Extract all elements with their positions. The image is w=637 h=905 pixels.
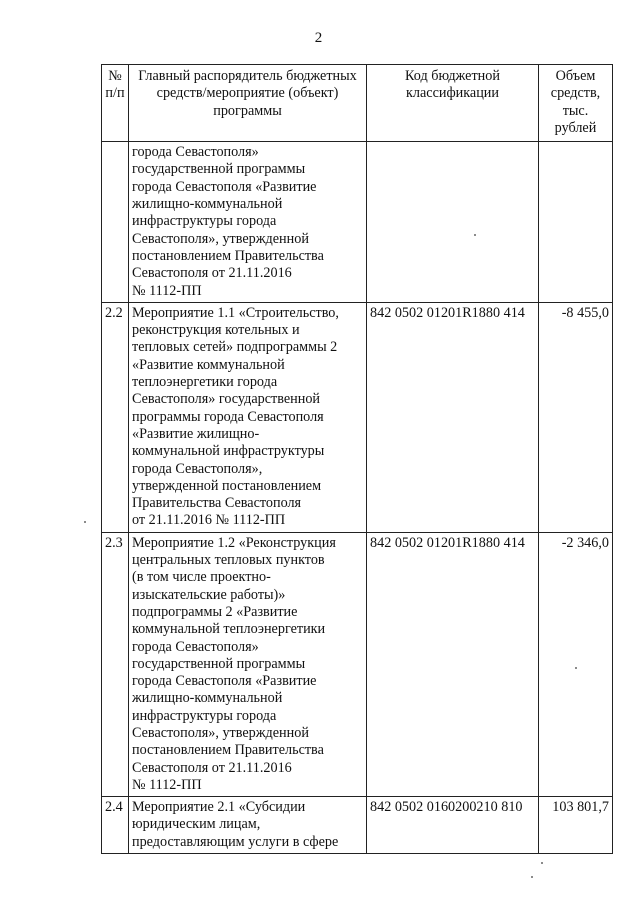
budget-table	[101, 64, 613, 854]
scan-speck	[575, 667, 577, 669]
header-code: Код бюджетной классификации	[367, 65, 539, 142]
scan-speck	[84, 521, 86, 523]
scan-speck	[474, 234, 476, 236]
row-code: 842 0502 0160200210 810	[367, 797, 539, 854]
scan-speck	[541, 862, 543, 864]
row-name: города Севастополя» государственной программы города Севастополя «Развитие жилищно-коммунальной инфраструктуры города Севастополя», утвержденной постановлением Правительства Севастополя от 21.11.2016 № 1112-ПП	[129, 142, 367, 303]
table-row	[102, 797, 613, 854]
row-number	[102, 142, 129, 303]
header-number: № п/п	[102, 65, 129, 142]
row-number: 2.3	[102, 532, 129, 796]
scan-speck	[531, 876, 533, 878]
row-code	[367, 142, 539, 303]
header-amount: Объем средств, тыс. рублей	[539, 65, 613, 142]
row-code: 842 0502 01201R1880 414	[367, 532, 539, 796]
row-number: 2.2	[102, 302, 129, 532]
table-row	[102, 142, 613, 303]
row-name: Мероприятие 1.1 «Строительство, реконструкция котельных и тепловых сетей» подпрограммы 2 «Развитие коммунальной теплоэнергетики города Севастополя» государственной программы города Севастополя «Развитие жилищно- коммунальной инфраструктуры города Севастополя», утвержденной постановлением Правительства Севастополя от 21.11.2016 № 1112-ПП	[129, 302, 367, 532]
table-header-row	[102, 65, 613, 142]
row-amount: 103 801,7	[539, 797, 613, 854]
table-row	[102, 302, 613, 532]
row-amount: -8 455,0	[539, 302, 613, 532]
table-row	[102, 532, 613, 796]
row-name: Мероприятие 2.1 «Субсидии юридическим лицам, предоставляющим услуги в сфере	[129, 797, 367, 854]
row-amount	[539, 142, 613, 303]
row-amount: -2 346,0	[539, 532, 613, 796]
page-number: 2	[314, 30, 323, 46]
row-name: Мероприятие 1.2 «Реконструкция центральных тепловых пунктов (в том числе проектно- изыскательские работы)» подпрограммы 2 «Развитие коммунальной теплоэнергетики города Севастополя» государственной программы города Севастополя «Развитие жилищно-коммунальной инфраструктуры города Севастополя», утвержденной постановлением Правительства Севастополя от 21.11.2016 № 1112-ПП	[129, 532, 367, 796]
header-name: Главный распорядитель бюджетных средств/мероприятие (объект) программы	[129, 65, 367, 142]
row-code: 842 0502 01201R1880 414	[367, 302, 539, 532]
row-number: 2.4	[102, 797, 129, 854]
